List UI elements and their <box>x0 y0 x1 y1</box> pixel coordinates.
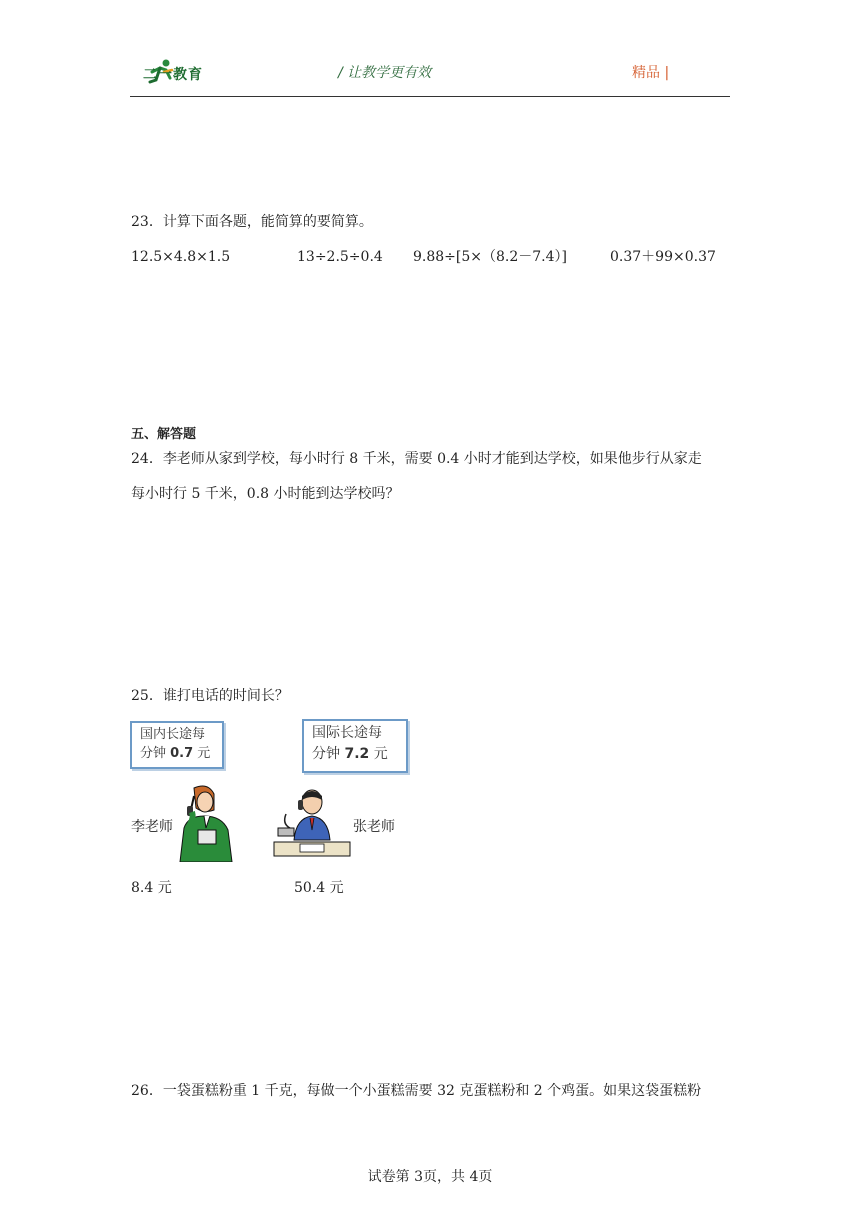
q23-expr-3: 9.88÷[5×（8.2－7.4）] <box>413 249 567 265</box>
header-slogan: / 让教学更有效 <box>338 65 432 81</box>
question-24-line-2: 每小时行 5 千米，0.8 小时能到达学校吗？ <box>131 486 400 502</box>
woman-phone-icon <box>174 784 236 862</box>
question-24-line-1: 24．李老师从家到学校，每小时行 8 千米，需要 0.4 小时才能到达学校，如果他步行从家走 <box>131 451 702 467</box>
teacher-zhang-cost: 50.4 元 <box>294 880 344 896</box>
question-23-title: 23．计算下面各题，能简算的要简算。 <box>131 214 373 230</box>
teacher-li-cost: 8.4 元 <box>131 880 172 896</box>
international-rate-line-2: 分钟 7.2 元 <box>312 746 388 762</box>
international-rate-box <box>302 719 408 773</box>
domestic-rate-box <box>130 721 224 769</box>
teacher-zhang-label: 张老师 <box>353 819 395 835</box>
q23-expr-4: 0.37＋99×0.37 <box>610 249 716 265</box>
page-footer: 试卷第 3页，共 4页 <box>367 1169 493 1185</box>
q23-expr-2: 13÷2.5÷0.4 <box>297 249 383 265</box>
teacher-li-label: 李老师 <box>131 819 173 835</box>
question-25-title: 25．谁打电话的时间长？ <box>131 688 289 704</box>
header-badge: 精品 | <box>632 65 670 81</box>
domestic-rate-line-1: 国内长途每 <box>140 727 206 742</box>
question-26-line-1: 26．一袋蛋糕粉重 1 千克，每做一个小蛋糕需要 32 克蛋糕粉和 2 个鸡蛋。如果这袋蛋糕粉 <box>131 1083 702 1099</box>
international-rate-line-1: 国际长途每 <box>312 725 382 741</box>
section-title: 五、解答题 <box>131 427 197 442</box>
logo-text: 二一教育 <box>143 67 203 83</box>
man-phone-icon <box>272 788 352 860</box>
header-divider <box>130 96 730 97</box>
domestic-rate-line-2: 分钟 0.7 元 <box>140 746 211 761</box>
q23-expr-1: 12.5×4.8×1.5 <box>131 249 231 265</box>
